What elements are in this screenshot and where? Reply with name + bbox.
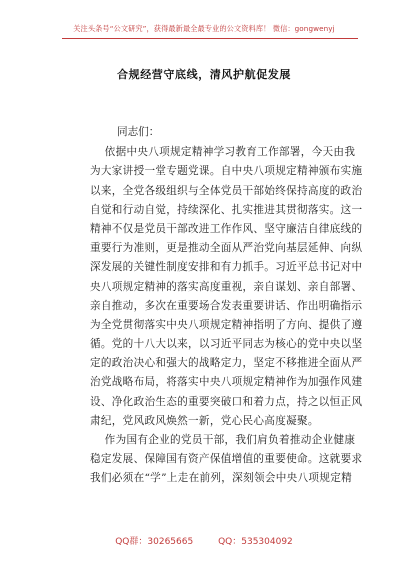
document-body <box>90 143 363 488</box>
body-line: 精神不仅是党员干部改进工作作风、坚守廉洁自律底线的 <box>90 222 363 235</box>
body-line: 稳定发展、保障国有资产保值增值的重要使命。这就要求 <box>90 453 363 466</box>
header-divider <box>62 38 358 39</box>
footer-qq-number: QQ：535304092 <box>218 537 293 547</box>
body-line: 我们必须在“学”上走在前列，深刻领会中央八项规定精 <box>90 472 352 485</box>
body-line: 肃纪，党风政风焕然一新，党心民心高度凝聚。 <box>90 414 319 427</box>
body-line: 为大家讲授一堂专题党课。自中央八项规定精神颁布实施 <box>90 165 363 178</box>
body-line: 循。党的十八大以来，以习近平同志为核心的党中央以坚 <box>90 338 363 351</box>
body-line: 重要行为准则，更是推动全面从严治党向基层延伸、向纵 <box>90 242 363 255</box>
footer-qq-group: QQ群：30265665 <box>115 537 194 547</box>
body-line: 作为国有企业的党员干部，我们肩负着推动企业健康 <box>90 434 356 446</box>
header-note: 关注头条号“公文研究”，获得最新最全最专业的公文资料库！ 微信：gongwenyj <box>73 24 335 33</box>
body-line: 为全党贯彻落实中央八项规定精神指明了方向、提供了遵 <box>90 318 363 331</box>
body-line: 自觉和行动自觉，持续深化、扎实推进其贯彻落实。这一 <box>90 203 363 216</box>
body-line: 央八项规定精神的落实高度重视，亲自谋划、亲自部署、 <box>90 280 363 293</box>
body-line: 依据中央八项规定精神学习教育工作部署，今天由我 <box>90 146 356 159</box>
salutation: 同志们： <box>117 126 160 138</box>
body-line: 定的政治决心和强大的战略定力，坚定不移推进全面从严 <box>90 357 363 370</box>
body-line: 深发展的关键性制度安排和有力抓手。习近平总书记对中 <box>90 261 363 274</box>
body-line: 设、净化政治生态的重要突破口和着力点，持之以恒正风 <box>90 395 363 408</box>
document-title: 合规经营守底线，清风护航促发展 <box>117 68 291 81</box>
body-line: 治党战略布局，将落实中央八项规定精神作为加强作风建 <box>90 376 363 389</box>
footer-contact <box>0 534 408 547</box>
body-line: 以来，全党各级组织与全体党员干部始终保持高度的政治 <box>90 184 363 197</box>
body-line: 亲自推动，多次在重要场合发表重要讲话、作出明确指示 <box>90 299 363 312</box>
